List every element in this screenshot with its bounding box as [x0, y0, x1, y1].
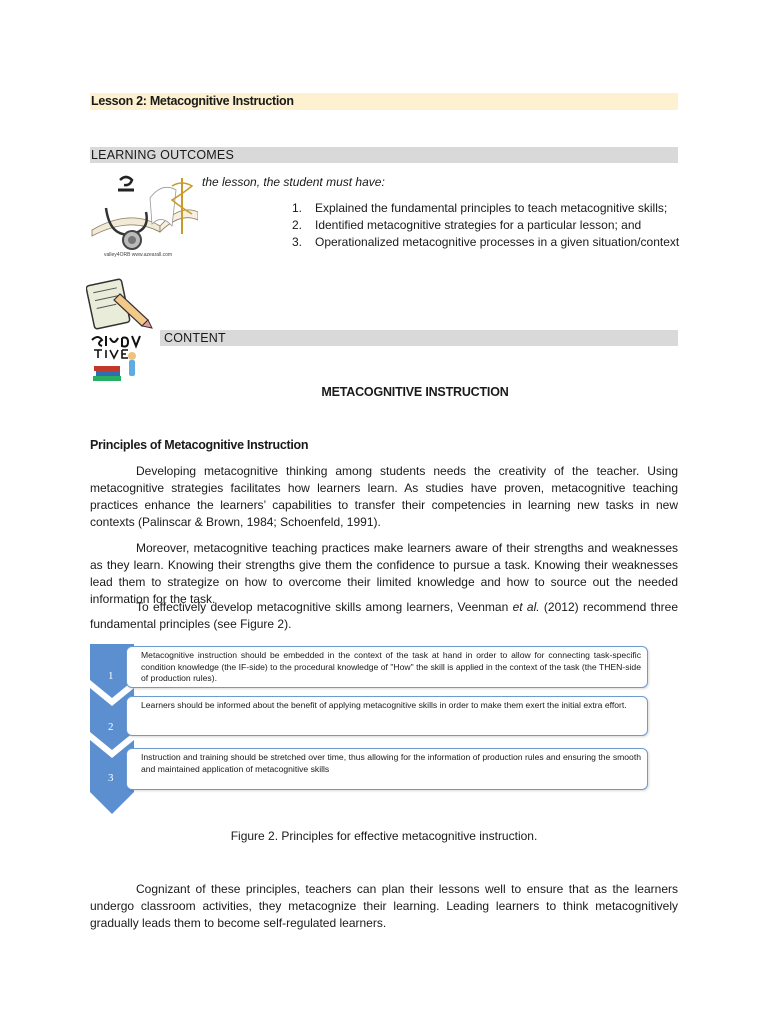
figure-caption: Figure 2. Principles for effective metacognitive instruction.: [230, 829, 538, 843]
content-label: CONTENT: [164, 331, 226, 345]
list-text: Explained the fundamental principles to teach metacognitive skills;: [315, 201, 668, 215]
step-box-3: Instruction and training should be stretched over time, thus allowing for the information of production rules and ensuring the smooth and maintained application of metacognitive skills: [126, 748, 648, 790]
lesson-title-bar: [90, 93, 678, 110]
stethoscope-book-icon: [90, 168, 198, 258]
step-number-1: 1: [108, 670, 114, 682]
et-al-italic: et al.: [512, 600, 540, 614]
figure-principles: [90, 644, 654, 816]
outcomes-intro: the lesson, the student must have:: [202, 175, 385, 189]
step-box-2: Learners should be informed about the benefit of applying metacognitive skills in order to make them exert the initial extra effort.: [126, 696, 648, 736]
learning-outcomes-label: LEARNING OUTCOMES: [91, 148, 234, 162]
list-number: 2.: [292, 218, 303, 232]
list-number: 1.: [292, 201, 303, 215]
paragraph-2: Moreover, metacognitive teaching practices make learners aware of their strengths and weaknesses as they learn. Knowing their strengths give them the confidence to pursue a task. Knowing their weaknesses lead them to strategize on how to overcome their limited knowledge and how to source out the needed information for the task.: [90, 541, 678, 606]
study-time-icon: [86, 276, 156, 386]
list-text: Identified metacognitive strategies for a particular lesson; and: [315, 218, 642, 232]
paragraph-1: Developing metacognitive thinking among students needs the creativity of the teacher. Using metacognitive strategies facilitates how learners learn. As studies have proven, metacognitive teaching practices enhance the learners’ capabilities to transfer their competencies in learning new tasks in new contexts (Palinscar & Brown, 1984; Schoenfeld, 1991).: [90, 464, 678, 529]
list-item: [292, 200, 679, 217]
paragraph-4: Cognizant of these principles, teachers can plan their lessons well to ensure that as the learners undergo classroom activities, they metacognize their learning. Leading learners to think metacognitively gradually leads them to become self-regulated learners.: [90, 882, 678, 930]
main-heading: METACOGNITIVE INSTRUCTION: [321, 385, 509, 399]
list-item: [292, 234, 679, 251]
paragraph-3: [90, 599, 678, 633]
step-box-1: Metacognitive instruction should be embedded in the context of the task at hand in order to allow for connecting task-specific condition knowledge (the IF-side) to the procedural knowledge of "How" the skill is applied in the context of the task (the THEN-side of production rules).: [126, 646, 648, 688]
content-header: [160, 330, 678, 346]
step-number-3: 3: [108, 772, 114, 784]
paragraph-3-part-2: (2012) recommend three fundamental principles (see Figure 2).: [90, 600, 678, 631]
paragraph-3-part-1: To effectively develop metacognitive skills among learners, Veenman: [136, 600, 513, 614]
step-number-2: 2: [108, 721, 114, 733]
lesson-title: Lesson 2: Metacognitive Instruction: [91, 94, 294, 108]
learning-outcomes-header: [90, 147, 678, 163]
sub-heading: Principles of Metacognitive Instruction: [90, 438, 309, 452]
list-text: Operationalized metacognitive processes in a given situation/context: [315, 235, 680, 249]
image-caption-text: valley4ORB www.azearall.com: [104, 252, 173, 258]
list-item: [292, 217, 679, 234]
list-number: 3.: [292, 235, 303, 249]
outcomes-list: [292, 200, 679, 251]
